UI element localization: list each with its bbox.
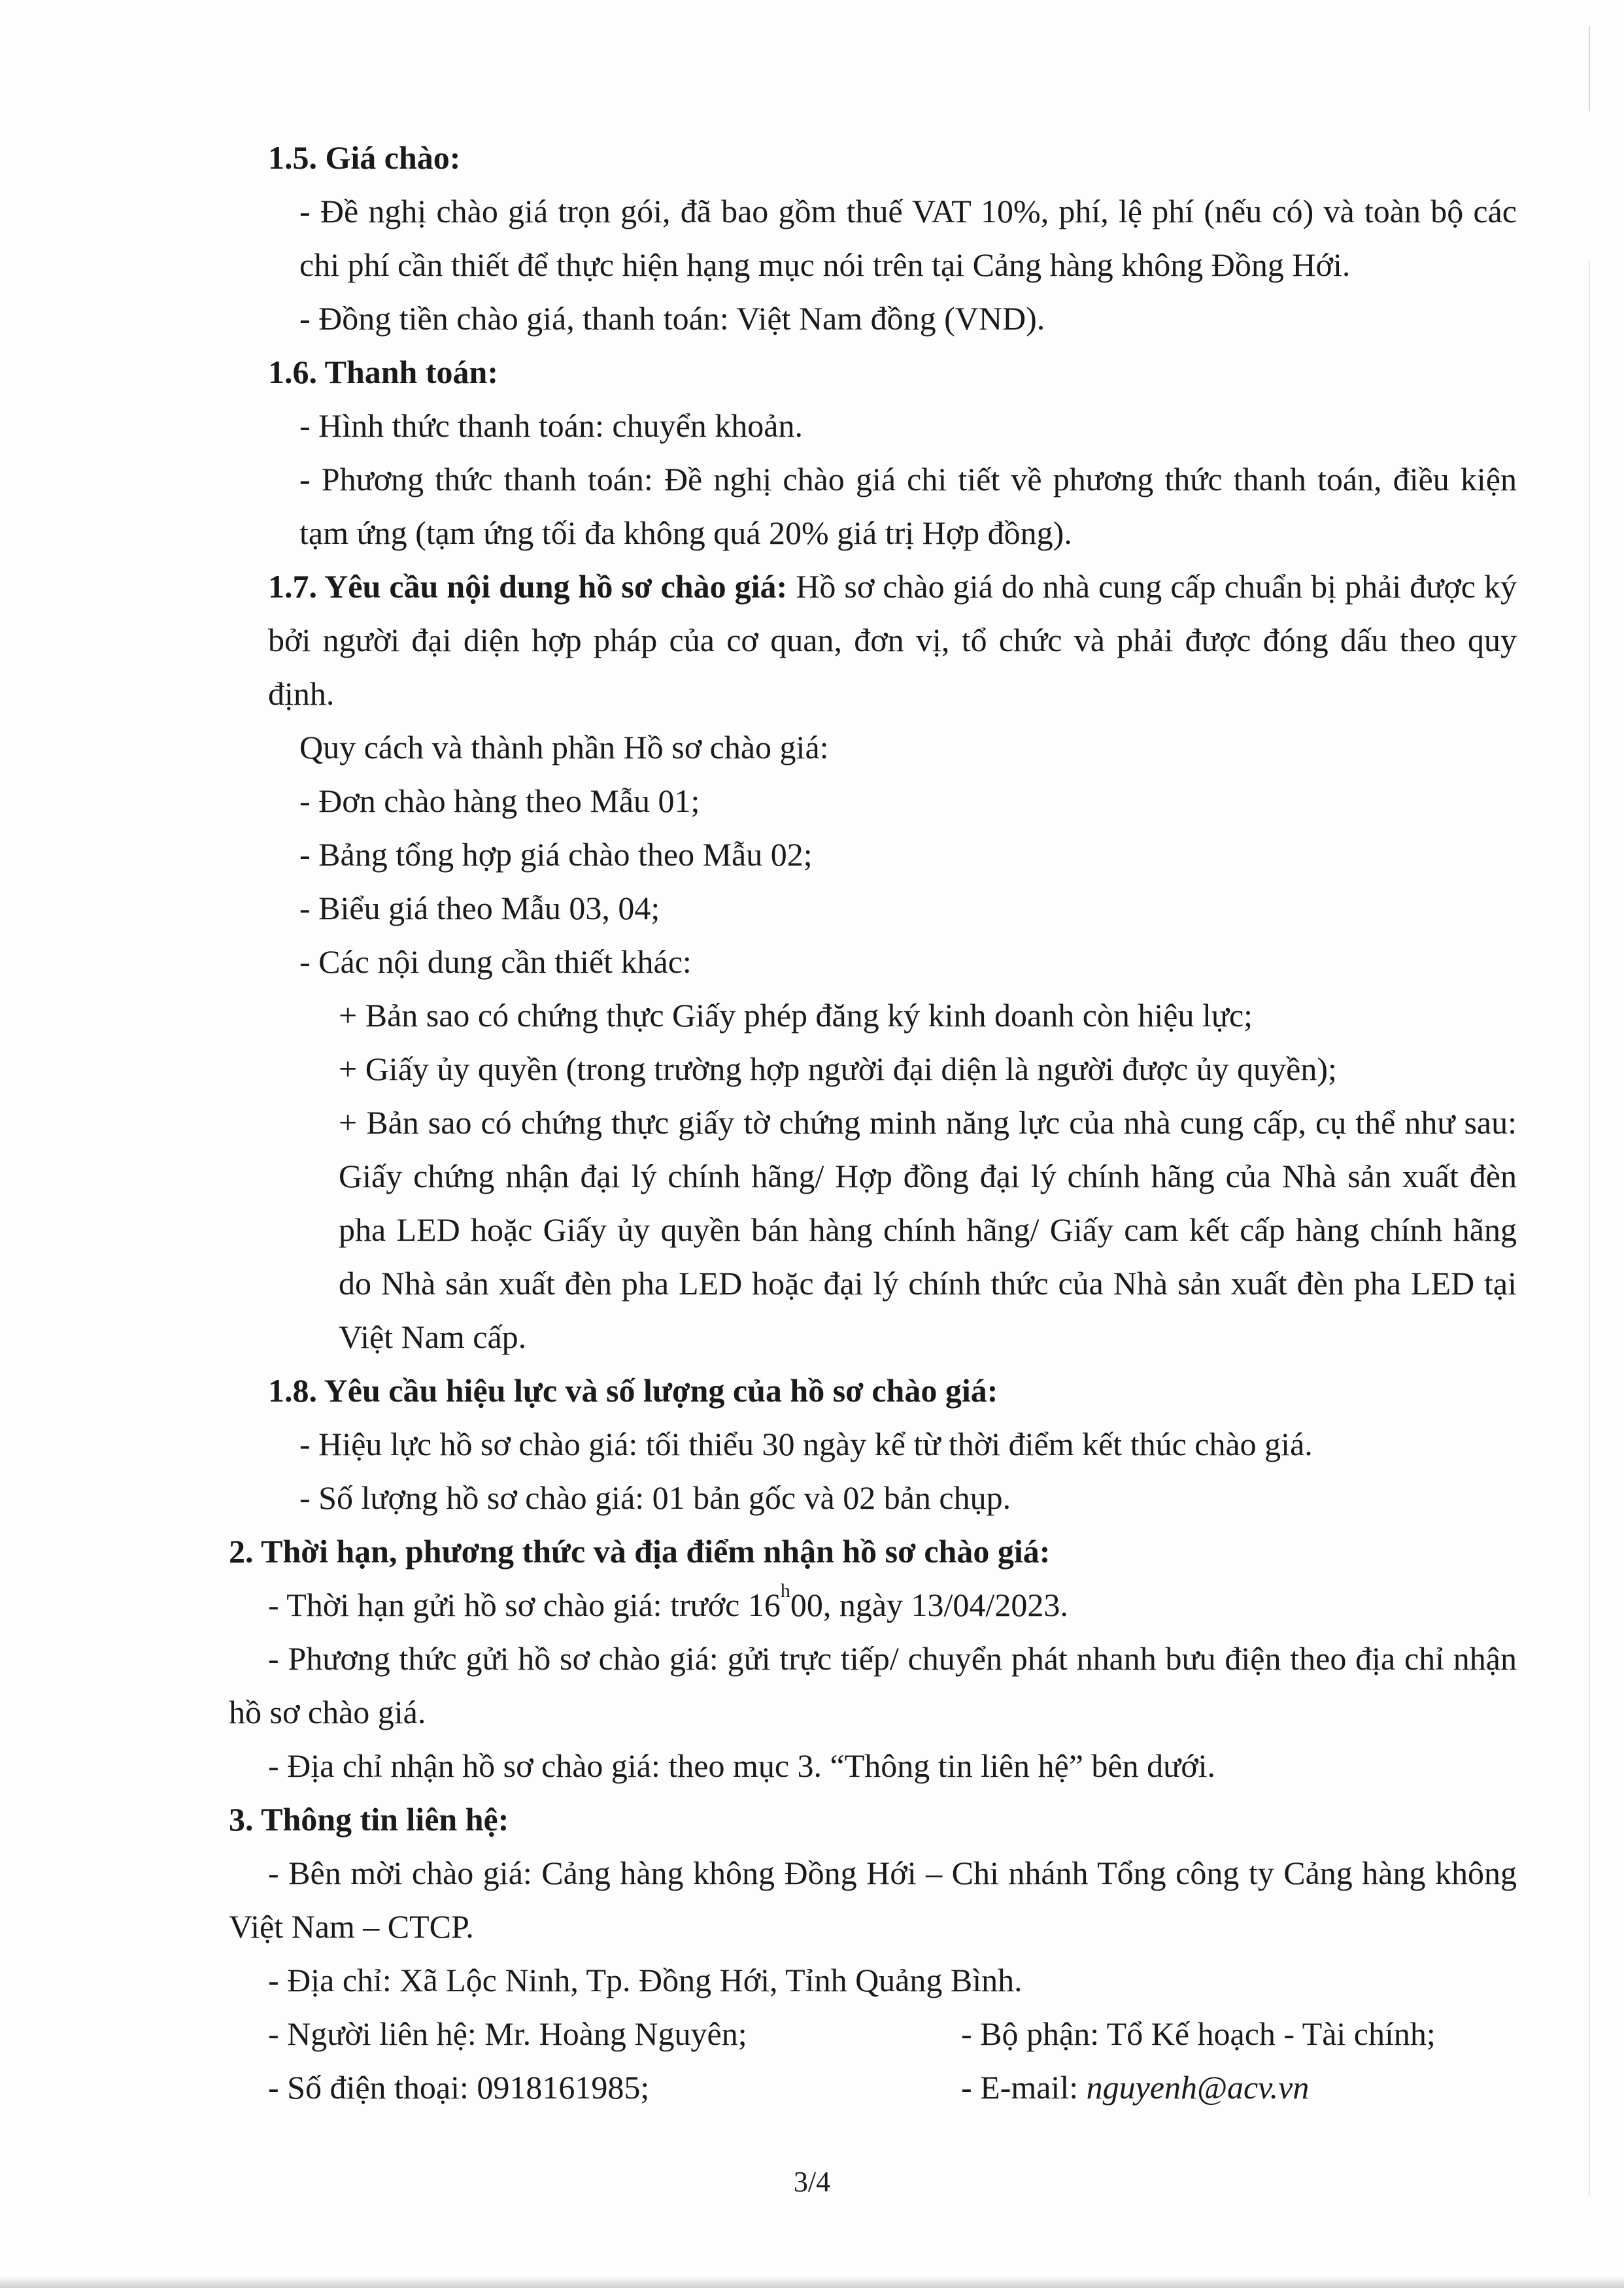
s15-line2: - Đồng tiền chào giá, thanh toán: Việt Nam đồng (VND).	[299, 300, 1045, 337]
section-1-5-heading: 1.5. Giá chào:	[268, 139, 461, 176]
section-1-7-heading: 1.7. Yêu cầu nội dung hồ sơ chào giá:	[268, 568, 788, 605]
s17-sub3: + Bản sao có chứng thực giấy tờ chứng minh năng lực của nhà cung cấp, cụ thể như sau: Giấy chứng nhận đại lý chính hãng/ Hợp đồng đại lý chính hãng của Nhà sản xuất đèn pha LED hoặc Giấy ủy quyền bán hàng chính hãng/ Giấy cam kết cấp hàng chính hãng do Nhà sản xuất đèn pha LED hoặc đại lý chính thức của Nhà sản xuất đèn pha LED tại Việt Nam cấp.	[339, 1104, 1517, 1355]
page-number: 3/4	[793, 2166, 831, 2198]
s3-phone: - Số điện thoại: 0918161985;	[268, 2069, 650, 2106]
scan-edge	[1589, 26, 1590, 111]
s17-line0: Quy cách và thành phần Hồ sơ chào giá:	[299, 729, 829, 765]
s3-contact-person: - Người liên hệ: Mr. Hoàng Nguyên;	[268, 2015, 747, 2052]
s16-line1: - Hình thức thanh toán: chuyển khoản.	[299, 407, 803, 444]
s17-intro	[268, 560, 1517, 720]
s3-email-label: - E-mail:	[961, 2069, 1087, 2106]
s16-line2: - Phương thức thanh toán: Đề nghị chào giá chi tiết về phương thức thanh toán, điều kiện tạm ứng (tạm ứng tối đa không quá 20% giá trị Hợp đồng).	[299, 461, 1517, 551]
s3-contact-row	[268, 2007, 1517, 2061]
s2-hour-sup: h	[780, 1580, 790, 1602]
s17-line2: - Bảng tổng hợp giá chào theo Mẫu 02;	[299, 836, 813, 873]
section-3-heading: 3. Thông tin liên hệ:	[229, 1801, 509, 1838]
s17-intro-text: Hồ sơ chào giá do nhà cung cấp chuẩn bị phải được ký bởi người đại diện hợp pháp của cơ quan, đơn vị, tổ chức và phải được đóng dấu theo quy định.	[268, 568, 1517, 712]
s3-department: - Bộ phận: Tổ Kế hoạch - Tài chính;	[961, 2015, 1436, 2052]
s18-line1: - Hiệu lực hồ sơ chào giá: tối thiểu 30 ngày kể từ thời điểm kết thúc chào giá.	[299, 1426, 1313, 1462]
s17-sub1: + Bản sao có chứng thực Giấy phép đăng ký kinh doanh còn hiệu lực;	[339, 997, 1253, 1034]
scan-shadow	[0, 2276, 1624, 2288]
document-body	[229, 131, 1517, 2114]
s2-line1-text: - Thời hạn gửi hồ sơ chào giá: trước 16	[268, 1587, 781, 1623]
s3-line1: - Bên mời chào giá: Cảng hàng không Đồng Hới – Chi nhánh Tổng công ty Cảng hàng không Việt Nam – CTCP.	[229, 1855, 1517, 1945]
s3-phone-row	[268, 2061, 1517, 2114]
s17-line3: - Biểu giá theo Mẫu 03, 04;	[299, 890, 660, 926]
section-1-6-heading: 1.6. Thanh toán:	[268, 354, 498, 390]
s2-line2: - Phương thức gửi hồ sơ chào giá: gửi trực tiếp/ chuyển phát nhanh bưu điện theo địa chỉ nhận hồ sơ chào giá.	[229, 1640, 1517, 1730]
section-1-8-heading: 1.8. Yêu cầu hiệu lực và số lượng của hồ sơ chào giá:	[268, 1372, 998, 1409]
s17-line1: - Đơn chào hàng theo Mẫu 01;	[299, 782, 700, 819]
s17-line4: - Các nội dung cần thiết khác:	[299, 943, 692, 980]
s15-line1	[299, 184, 1517, 292]
s3-email-link[interactable]: nguyenh@acv.vn	[1086, 2069, 1310, 2106]
section-2-heading: 2. Thời hạn, phương thức và địa điểm nhận hồ sơ chào giá:	[229, 1533, 1051, 1570]
s2-line1	[268, 1578, 1517, 1632]
s3-line2: - Địa chỉ: Xã Lộc Ninh, Tp. Đồng Hới, Tỉnh Quảng Bình.	[268, 1962, 1023, 1998]
scan-edge	[1589, 261, 1590, 2196]
s3-email-field	[961, 2061, 1309, 2114]
s2-line3: - Địa chỉ nhận hồ sơ chào giá: theo mục 3. “Thông tin liên hệ” bên dưới.	[268, 1747, 1216, 1784]
s17-sub2: + Giấy ủy quyền (trong trường hợp người đại diện là người được ủy quyền);	[339, 1051, 1337, 1087]
s18-line2: - Số lượng hồ sơ chào giá: 01 bản gốc và 02 bản chụp.	[299, 1479, 1011, 1516]
s15-text1: - Đề nghị chào giá trọn gói, đã bao gồm thuế VAT 10%, phí, lệ phí (nếu có) và toàn bộ các chi phí cần thiết để thực hiện hạng mục nói trên tại Cảng hàng không Đồng Hới.	[299, 193, 1517, 283]
s2-line1-date: 00, ngày 13/04/2023.	[790, 1587, 1068, 1623]
